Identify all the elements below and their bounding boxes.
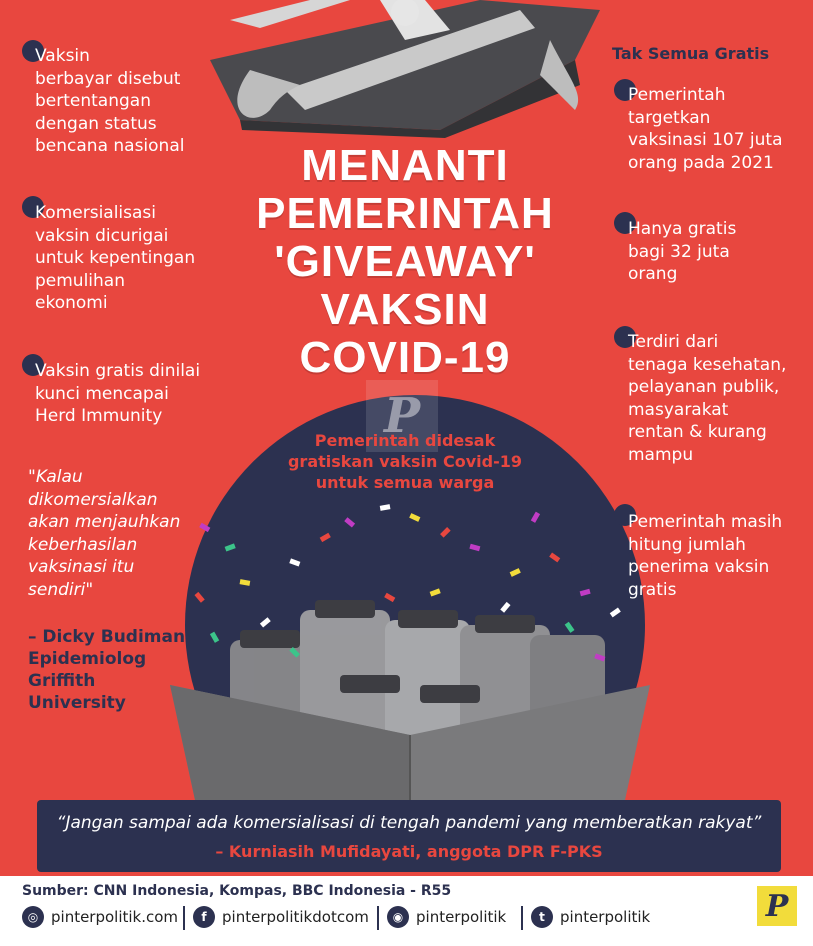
title-line-5: COVID-19 <box>299 333 511 382</box>
page-title <box>200 142 610 382</box>
instagram-icon: ◉ <box>387 906 409 928</box>
subtitle: Pemerintah didesak gratiskan vaksin Covid-19 untuk semua warga <box>287 431 523 492</box>
right-point-1: Pemerintah targetkan vaksinasi 107 juta orang pada 2021 <box>628 85 783 173</box>
right-heading: Tak Semua Gratis <box>612 44 770 63</box>
facebook-icon: f <box>193 906 215 928</box>
banner-quote-author: – Kurniasih Mufidayati, anggota DPR F-PKS <box>215 842 603 861</box>
expert-quote: "Kalau dikomersialkan akan menjauhkan keberhasilan vaksinasi itu sendiri" <box>28 467 181 600</box>
title-line-4: VAKSIN <box>320 285 490 334</box>
source-credit: Sumber: CNN Indonesia, Kompas, BBC Indonesia - R55 <box>22 883 452 899</box>
gift-lid-illustration <box>190 0 610 140</box>
left-point-3: Vaksin gratis dinilai kunci mencapai Herd Immunity <box>35 361 201 426</box>
social-label: pinterpolitik <box>560 908 651 926</box>
social-label: pinterpolitik.com <box>51 908 179 926</box>
web-icon: ◎ <box>22 906 44 928</box>
pinterpolitik-logo: P <box>757 886 797 926</box>
left-point-2: Komersialisasi vaksin dicurigai untuk kepentingan pemulihan ekonomi <box>35 203 196 313</box>
quote-banner <box>37 800 781 872</box>
watermark-logo: P <box>366 380 438 452</box>
footer <box>0 876 813 946</box>
right-point-3: Terdiri dari tenaga kesehatan, pelayanan publik, masyarakat rentan & kurang mampu <box>628 332 787 465</box>
right-point-2: Hanya gratis bagi 32 juta orang <box>628 219 737 284</box>
banner-quote: “Jangan sampai ada komersialisasi di tengah pandemi yang memberatkan rakyat” <box>56 813 762 833</box>
social-link-instagram[interactable] <box>387 904 506 930</box>
social-link-website[interactable] <box>22 904 178 930</box>
left-point-1: Vaksin berbayar disebut bertentangan dengan status bencana nasional <box>35 46 185 156</box>
social-link-twitter[interactable] <box>531 904 650 930</box>
divider <box>183 906 185 930</box>
expert-quote-author: – Dicky Budiman, Epidemiolog Griffith University <box>28 627 192 713</box>
social-label: pinterpolitik <box>416 908 507 926</box>
social-label: pinterpolitikdotcom <box>222 908 369 926</box>
title-line-2: PEMERINTAH <box>256 189 554 238</box>
twitter-icon: t <box>531 906 553 928</box>
title-line-3: 'GIVEAWAY' <box>274 237 536 286</box>
title-line-1: MENANTI <box>301 141 509 190</box>
right-point-4: Pemerintah masih hitung jumlah penerima vaksin gratis <box>628 512 783 600</box>
divider <box>377 906 379 930</box>
divider <box>521 906 523 930</box>
social-link-facebook[interactable] <box>193 904 369 930</box>
